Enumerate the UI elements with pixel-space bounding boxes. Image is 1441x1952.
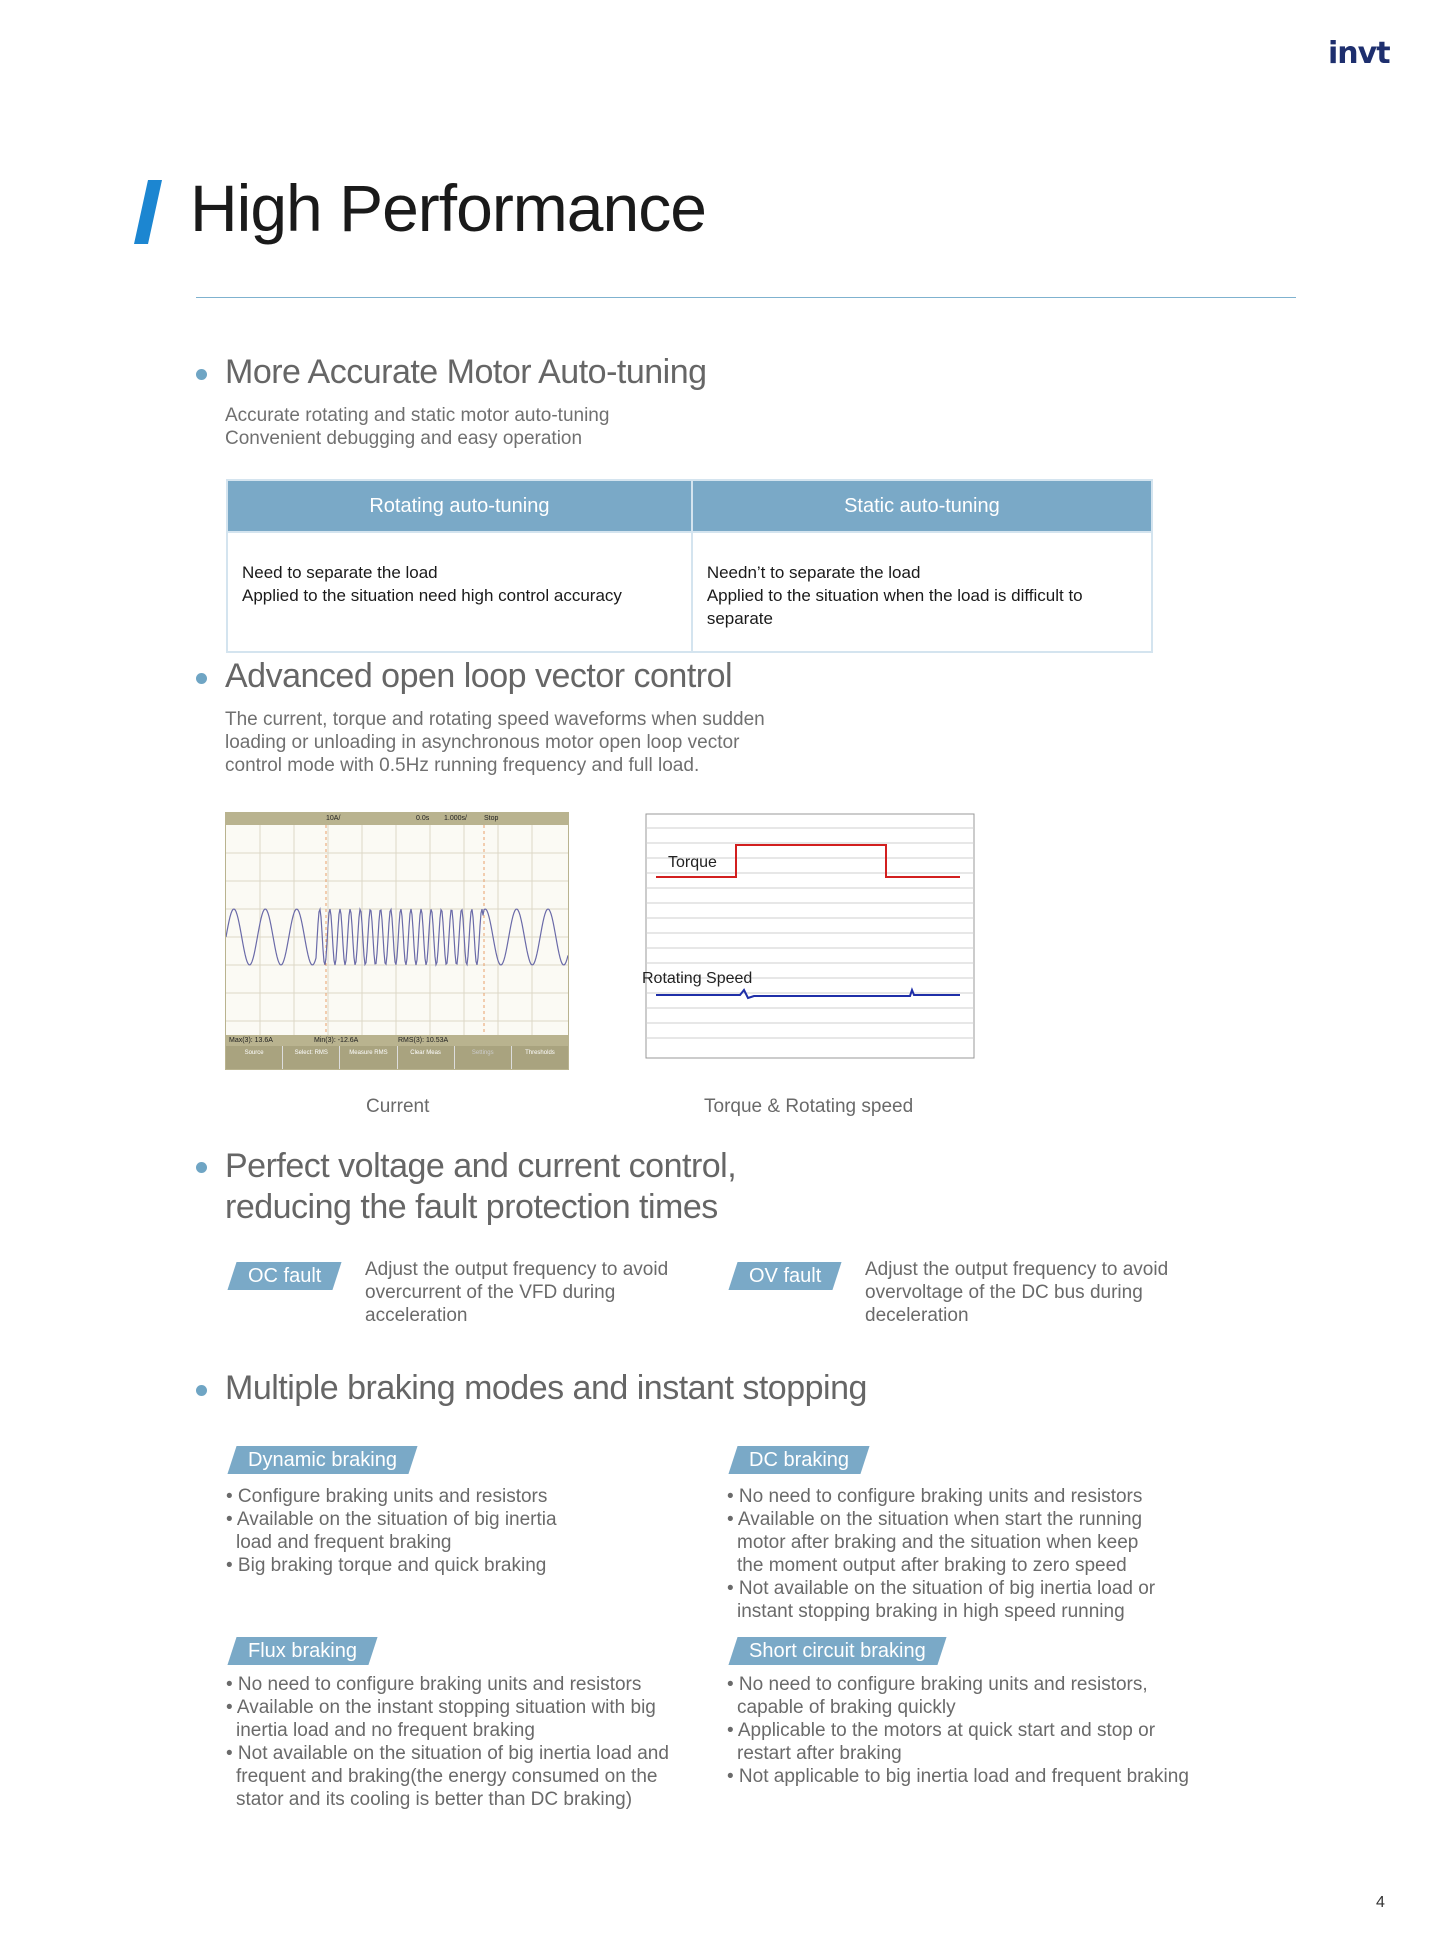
section-bullet [196, 1162, 207, 1173]
softkey: Measure RMS [340, 1046, 397, 1069]
desc-line: acceleration [365, 1305, 468, 1326]
list-item: • No need to configure braking units and resistors, capable of braking quickly [727, 1674, 1148, 1718]
softkey: Source [226, 1046, 283, 1069]
softkey: Clear Meas [398, 1046, 455, 1069]
page-title: High Performance [190, 171, 706, 245]
torque-label: Torque [668, 854, 717, 871]
list-item: • No need to configure braking units and resistors [727, 1486, 1143, 1507]
ov-fault-description [865, 1258, 1168, 1327]
section-bullet [196, 1385, 207, 1396]
list-item: • Applicable to the motors at quick start and stop or restart after braking [727, 1720, 1156, 1764]
softkey: Thresholds [525, 1050, 555, 1056]
torque-speed-plot [620, 812, 976, 1062]
speed-label: Rotating Speed [642, 970, 753, 987]
flux-braking-tag: Flux braking [227, 1637, 377, 1665]
table-header-rotating: Rotating auto-tuning [227, 480, 692, 532]
cell-line: Needn’t to separate the load [706, 563, 921, 582]
list-item: • Not applicable to big inertia load and frequent braking [727, 1766, 1189, 1787]
short-circuit-braking-list [727, 1673, 1207, 1788]
cell-line: Applied to the situation need high control accuracy [242, 586, 622, 605]
list-item: • Not available on the situation of big inertia load and frequent and braking(the energy consumed on the stator and its cooling is better than DC braking) [226, 1743, 669, 1810]
braking-heading: Multiple braking modes and instant stopping [225, 1369, 867, 1407]
dc-braking-tag: DC braking [728, 1446, 869, 1474]
vector-description [225, 708, 765, 777]
scope-time: 0.0s [416, 815, 430, 822]
list-item: • No need to configure braking units and resistors [226, 1674, 642, 1695]
table-cell-rotating [227, 532, 692, 652]
title-divider [196, 297, 1296, 298]
desc-line: Adjust the output frequency to avoid [365, 1259, 669, 1280]
oc-fault-description [365, 1258, 668, 1327]
list-item: • Not available on the situation of big inertia load or instant stopping braking in high speed running [727, 1578, 1156, 1622]
dynamic-braking-list [226, 1485, 586, 1577]
autotuning-table [226, 479, 1153, 653]
autotuning-description [225, 404, 609, 450]
ov-fault-tag: OV fault [728, 1262, 841, 1290]
desc-line: overvoltage of the DC bus during [865, 1282, 1143, 1303]
heading-line: reducing the fault protection times [225, 1188, 718, 1226]
softkey: Select: RMS [283, 1046, 340, 1069]
autotuning-heading: More Accurate Motor Auto-tuning [225, 353, 707, 391]
cell-line: Applied to the situation when the load is difficult to [706, 586, 1083, 605]
list-item: • Available on the situation of big inertia load and frequent braking [226, 1509, 557, 1553]
scope-top-bar [226, 813, 568, 825]
desc-line: control mode with 0.5Hz running frequency and full load. [225, 755, 700, 776]
scope-min: Min(3): -12.6A [314, 1037, 359, 1044]
oc-fault-tag: OC fault [227, 1262, 341, 1290]
scope-softkeys [226, 1046, 568, 1069]
desc-line: The current, torque and rotating speed waveforms when sudden [225, 709, 765, 730]
desc-line: deceleration [865, 1305, 969, 1326]
scope-state: Stop [484, 815, 499, 822]
title-slash-icon [134, 180, 162, 244]
scope-scale: 10A/ [326, 815, 341, 822]
section-bullet [196, 673, 207, 684]
desc-line: Convenient debugging and easy operation [225, 428, 583, 449]
list-item: • Available on the situation when start the running motor after braking and the situation when keep the moment output after braking to zero speed [727, 1509, 1143, 1576]
scope-max: Max(3): 13.6A [229, 1037, 273, 1044]
flux-braking-list [226, 1673, 676, 1811]
list-item: • Big braking torque and quick braking [226, 1555, 547, 1576]
short-circuit-braking-tag: Short circuit braking [728, 1637, 946, 1665]
list-item: • Configure braking units and resistors [226, 1486, 548, 1507]
table-header-static: Static auto-tuning [692, 480, 1152, 532]
invt-logo: invt [1328, 36, 1390, 71]
torque-speed-chart-image [620, 812, 976, 1062]
desc-line: loading or unloading in asynchronous motor open loop vector [225, 732, 740, 753]
page-number: 4 [1376, 1894, 1385, 1911]
scope-rate: 1.000s/ [444, 815, 467, 822]
softkey: Settings [455, 1046, 512, 1069]
scope-rms: RMS(3): 10.53A [398, 1037, 449, 1044]
caption-current: Current [366, 1096, 430, 1117]
desc-line: Accurate rotating and static motor auto-tuning [225, 405, 610, 426]
vector-heading: Advanced open loop vector control [225, 657, 733, 695]
control-heading [225, 1146, 736, 1228]
table-cell-static [692, 532, 1152, 652]
cell-line: Need to separate the load [242, 563, 438, 582]
list-item: • Available on the instant stopping situation with big inertia load and no frequent braking [226, 1697, 656, 1741]
caption-torque-speed: Torque & Rotating speed [704, 1096, 914, 1117]
scope-measure-bar [226, 1035, 568, 1046]
dc-braking-list [727, 1485, 1157, 1623]
dynamic-braking-tag: Dynamic braking [227, 1446, 417, 1474]
current-oscilloscope-image [225, 812, 569, 1070]
cell-line: separate [706, 609, 773, 628]
desc-line: Adjust the output frequency to avoid [865, 1259, 1169, 1280]
heading-line: Perfect voltage and current control, [225, 1147, 737, 1185]
scope-grid-waveform [226, 825, 568, 1047]
section-bullet [196, 369, 207, 380]
desc-line: overcurrent of the VFD during [365, 1282, 616, 1303]
